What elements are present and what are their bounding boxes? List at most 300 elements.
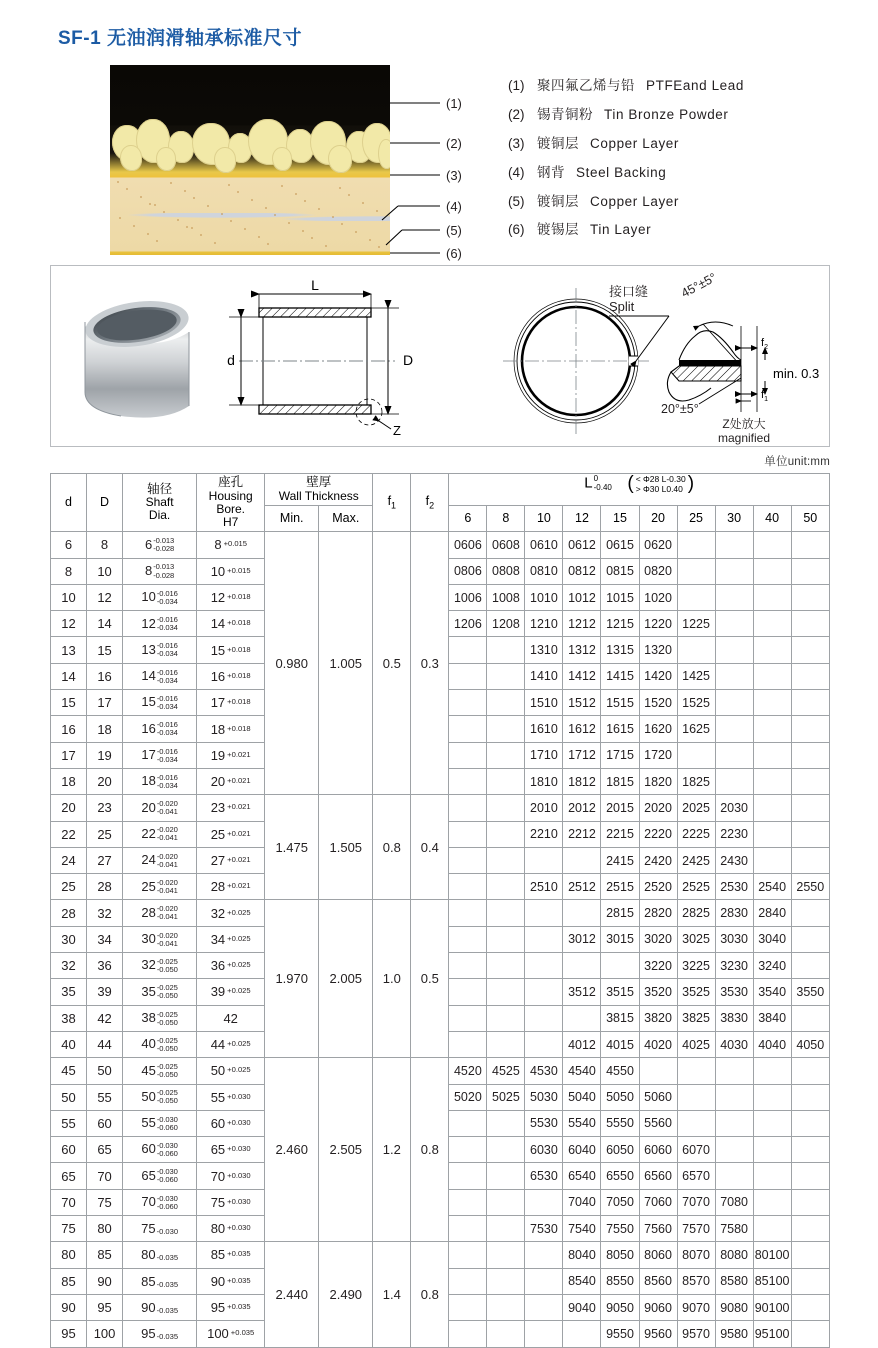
shaft-tolerance: -0.030 -0.060	[156, 1140, 178, 1159]
cell-part-number	[677, 584, 715, 610]
bore-tolerance: +0.018	[227, 644, 251, 654]
cell-part-number: 2210	[525, 821, 563, 847]
bore-tolerance: +0.015	[227, 565, 251, 575]
cell-housing-bore	[197, 1110, 265, 1136]
legend-row	[508, 195, 744, 209]
bore-tolerance: +0.018	[227, 670, 251, 680]
cell-f2: 0.5	[411, 900, 449, 1058]
cell-part-number	[753, 1189, 791, 1215]
shaft-nominal: 25	[141, 878, 156, 894]
bore-tolerance: +0.035	[227, 1249, 251, 1259]
shaft-nominal: 70	[141, 1194, 156, 1210]
cell-part-number	[753, 1058, 791, 1084]
cell-part-number	[715, 532, 753, 558]
cell-inner-diameter: 18	[51, 768, 87, 794]
shaft-tolerance: -0.030 -0.060	[156, 1114, 178, 1132]
cell-part-number	[715, 1084, 753, 1110]
cell-inner-diameter: 45	[51, 1058, 87, 1084]
bore-tolerance: +0.030	[227, 1196, 251, 1206]
shaft-nominal: 14	[141, 668, 156, 684]
shaft-nominal: 15	[141, 694, 156, 710]
shaft-nominal: 50	[141, 1088, 156, 1104]
cell-f2: 0.8	[411, 1058, 449, 1242]
legend-index: (6)	[508, 222, 525, 238]
cell-part-number: 1510	[525, 690, 563, 716]
cell-part-number	[677, 558, 715, 584]
cell-part-number	[449, 821, 487, 847]
L-note-line2: > Φ30 L0.40	[635, 484, 683, 495]
cell-part-number	[791, 1058, 829, 1084]
shaft-tolerance: -0.016 -0.034	[156, 772, 178, 790]
cell-part-number	[487, 1137, 525, 1163]
cell-part-number: 1310	[525, 637, 563, 663]
cell-outer-diameter: 75	[87, 1189, 123, 1215]
cell-part-number	[449, 1216, 487, 1242]
cell-part-number	[639, 1058, 677, 1084]
shaft-tolerance: -0.030 -0.060	[156, 1167, 178, 1185]
cell-part-number	[791, 1242, 829, 1268]
cell-part-number	[525, 1189, 563, 1215]
cell-part-number	[525, 1031, 563, 1057]
cell-part-number: 80100	[753, 1242, 791, 1268]
col-header-housing-en3: H7	[223, 514, 239, 529]
cell-part-number	[449, 953, 487, 979]
bore-tolerance: +0.030	[227, 1144, 251, 1154]
micrograph-callout-2: (2)	[446, 136, 462, 151]
cell-inner-diameter: 65	[51, 1163, 87, 1189]
cell-part-number: 0620	[639, 532, 677, 558]
cell-outer-diameter: 16	[87, 663, 123, 689]
cell-part-number	[715, 663, 753, 689]
bore-tolerance: +0.030	[227, 1091, 251, 1101]
cell-part-number: 0806	[449, 558, 487, 584]
bore-tolerance: +0.025	[227, 907, 251, 917]
cell-part-number	[487, 1242, 525, 1268]
cell-housing-bore	[197, 558, 265, 584]
cell-part-number: 2520	[639, 874, 677, 900]
bore-tolerance: +0.021	[227, 749, 251, 759]
cell-part-number: 5060	[639, 1084, 677, 1110]
cell-shaft-dia	[123, 847, 197, 873]
cell-part-number: 2510	[525, 874, 563, 900]
cell-housing-bore	[197, 900, 265, 926]
cell-wall-min: 2.440	[265, 1242, 319, 1347]
cell-part-number	[449, 1268, 487, 1294]
cell-part-number: 4012	[563, 1031, 601, 1057]
cell-part-number: 2525	[677, 874, 715, 900]
cell-part-number	[487, 795, 525, 821]
table-body	[51, 532, 830, 1347]
cell-part-number: 1215	[601, 611, 639, 637]
shaft-tolerance: -0.035	[156, 1253, 179, 1263]
shaft-tolerance: -0.020 -0.041	[156, 851, 178, 869]
bore-nominal: 44	[210, 1037, 226, 1053]
cell-part-number: 3020	[639, 926, 677, 952]
cell-part-number	[791, 611, 829, 637]
cell-part-number: 6070	[677, 1137, 715, 1163]
cell-part-number	[487, 900, 525, 926]
cell-part-number: 0808	[487, 558, 525, 584]
cell-part-number: 1625	[677, 716, 715, 742]
cell-part-number: 1320	[639, 637, 677, 663]
cell-part-number: 5025	[487, 1084, 525, 1110]
cell-part-number	[791, 1005, 829, 1031]
cell-wall-max: 1.005	[319, 532, 373, 795]
cell-part-number: 1420	[639, 663, 677, 689]
cell-part-number	[753, 716, 791, 742]
cell-wall-max: 1.505	[319, 795, 373, 900]
cell-inner-diameter: 20	[51, 795, 87, 821]
cell-outer-diameter: 65	[87, 1137, 123, 1163]
cell-housing-bore	[197, 953, 265, 979]
cell-part-number: 2230	[715, 821, 753, 847]
cell-shaft-dia	[123, 1031, 197, 1057]
cell-shaft-dia	[123, 926, 197, 952]
cell-part-number: 6050	[601, 1137, 639, 1163]
col-header-L-40: 40	[753, 506, 791, 532]
cell-part-number	[753, 847, 791, 873]
cell-part-number: 1010	[525, 584, 563, 610]
cell-part-number	[791, 847, 829, 873]
cell-part-number: 1620	[639, 716, 677, 742]
cell-part-number: 7070	[677, 1189, 715, 1215]
cell-shaft-dia	[123, 795, 197, 821]
L-symbol	[584, 475, 612, 492]
dim-label-Z: Z	[393, 423, 401, 438]
cell-outer-diameter: 10	[87, 558, 123, 584]
cell-shaft-dia	[123, 690, 197, 716]
cell-part-number: 9580	[715, 1321, 753, 1347]
cell-part-number	[487, 1268, 525, 1294]
cell-inner-diameter: 85	[51, 1268, 87, 1294]
legend-index: (3)	[508, 135, 525, 151]
shaft-tolerance: -0.016 -0.034	[156, 746, 178, 764]
cell-part-number	[487, 874, 525, 900]
cell-inner-diameter: 10	[51, 584, 87, 610]
micrograph-callout-5: (5)	[446, 223, 462, 238]
cell-shaft-dia	[123, 1163, 197, 1189]
cell-part-number: 1015	[601, 584, 639, 610]
specification-table-wrap	[50, 473, 830, 1348]
cell-part-number	[449, 1005, 487, 1031]
bore-nominal: 50	[210, 1063, 226, 1079]
L-tol-upper: 0	[593, 474, 599, 484]
specification-table	[50, 473, 830, 1348]
cell-part-number	[563, 1005, 601, 1031]
col-header-f2-sub: 2	[429, 500, 435, 511]
cell-part-number: 1415	[601, 663, 639, 689]
bore-tolerance: +0.018	[227, 618, 251, 628]
cell-part-number	[449, 926, 487, 952]
cell-shaft-dia	[123, 611, 197, 637]
split-label-cn: 接口缝	[609, 284, 649, 299]
shaft-nominal: 40	[141, 1036, 156, 1052]
cell-part-number	[487, 979, 525, 1005]
cell-inner-diameter: 50	[51, 1084, 87, 1110]
cell-outer-diameter: 27	[87, 847, 123, 873]
cell-part-number: 6550	[601, 1163, 639, 1189]
cell-housing-bore	[197, 1216, 265, 1242]
bore-nominal: 15	[210, 642, 226, 658]
cell-part-number	[753, 611, 791, 637]
L-letter: L	[584, 474, 593, 492]
cell-part-number: 1610	[525, 716, 563, 742]
cell-part-number: 2020	[639, 795, 677, 821]
cell-part-number: 8580	[715, 1268, 753, 1294]
cell-part-number	[753, 690, 791, 716]
cell-inner-diameter: 35	[51, 979, 87, 1005]
cell-part-number	[449, 1242, 487, 1268]
cell-part-number	[525, 1294, 563, 1320]
cell-inner-diameter: 28	[51, 900, 87, 926]
shaft-nominal: 28	[141, 904, 156, 920]
cell-part-number: 4540	[563, 1058, 601, 1084]
cell-part-number: 85100	[753, 1268, 791, 1294]
cell-part-number: 1412	[563, 663, 601, 689]
cell-shaft-dia	[123, 1058, 197, 1084]
shaft-tolerance: -0.035	[156, 1279, 179, 1289]
cell-part-number: 3815	[601, 1005, 639, 1031]
cell-part-number	[677, 1058, 715, 1084]
cell-part-number	[791, 637, 829, 663]
cell-part-number: 2015	[601, 795, 639, 821]
cell-part-number	[753, 1084, 791, 1110]
cell-housing-bore	[197, 532, 265, 558]
bore-tolerance: +0.035	[227, 1302, 251, 1312]
cell-part-number	[449, 690, 487, 716]
bore-nominal: 100	[207, 1326, 229, 1342]
cell-part-number	[677, 1084, 715, 1110]
legend-index: (5)	[508, 193, 525, 209]
cell-housing-bore	[197, 1031, 265, 1057]
cell-inner-diameter: 24	[51, 847, 87, 873]
shaft-tolerance: -0.030 -0.060	[156, 1193, 178, 1211]
split-label	[609, 285, 648, 314]
cell-part-number	[753, 1163, 791, 1189]
cell-part-number: 4520	[449, 1058, 487, 1084]
cell-inner-diameter: 90	[51, 1294, 87, 1320]
cell-part-number: 1615	[601, 716, 639, 742]
bore-tolerance: +0.030	[227, 1170, 251, 1180]
table-row	[51, 1058, 830, 1084]
cell-part-number	[487, 1163, 525, 1189]
cell-shaft-dia	[123, 584, 197, 610]
cell-part-number: 6060	[639, 1137, 677, 1163]
cell-f2: 0.8	[411, 1242, 449, 1347]
cell-housing-bore	[197, 795, 265, 821]
cell-part-number	[791, 1321, 829, 1347]
cell-part-number: 2515	[601, 874, 639, 900]
bore-tolerance: +0.025	[227, 1039, 251, 1049]
cell-part-number: 1815	[601, 768, 639, 794]
cell-housing-bore	[197, 637, 265, 663]
cell-part-number: 7560	[639, 1216, 677, 1242]
cell-part-number: 8070	[677, 1242, 715, 1268]
cell-outer-diameter: 95	[87, 1294, 123, 1320]
cell-inner-diameter: 55	[51, 1110, 87, 1136]
cell-inner-diameter: 95	[51, 1321, 87, 1347]
cell-part-number: 3840	[753, 1005, 791, 1031]
cell-part-number	[487, 1294, 525, 1320]
cell-outer-diameter: 23	[87, 795, 123, 821]
cell-part-number: 3512	[563, 979, 601, 1005]
shaft-tolerance: -0.016 -0.034	[156, 720, 178, 738]
cell-part-number: 1410	[525, 663, 563, 689]
cell-part-number: 0615	[601, 532, 639, 558]
cell-wall-min: 1.475	[265, 795, 319, 900]
cell-part-number: 1820	[639, 768, 677, 794]
cell-part-number: 6040	[563, 1137, 601, 1163]
shaft-nominal: 35	[141, 983, 156, 999]
bore-tolerance: +0.025	[227, 960, 251, 970]
shaft-tolerance: -0.020 -0.041	[156, 825, 178, 843]
cell-shaft-dia	[123, 979, 197, 1005]
cell-part-number	[525, 926, 563, 952]
bore-nominal: 28	[210, 879, 226, 895]
cell-part-number: 5540	[563, 1110, 601, 1136]
cell-part-number: 2840	[753, 900, 791, 926]
dim-label-L: L	[311, 277, 319, 293]
cell-part-number: 1612	[563, 716, 601, 742]
cell-part-number: 3515	[601, 979, 639, 1005]
cell-part-number: 8060	[639, 1242, 677, 1268]
cell-outer-diameter: 14	[87, 611, 123, 637]
cell-shaft-dia	[123, 1321, 197, 1347]
cell-part-number	[487, 821, 525, 847]
cell-part-number: 3240	[753, 953, 791, 979]
cell-part-number	[677, 637, 715, 663]
cell-shaft-dia	[123, 768, 197, 794]
cell-part-number	[715, 637, 753, 663]
cell-part-number: 6540	[563, 1163, 601, 1189]
micrograph-callout-1: (1)	[446, 96, 462, 111]
cell-shaft-dia	[123, 558, 197, 584]
cell-part-number	[715, 1137, 753, 1163]
cell-part-number: 0610	[525, 532, 563, 558]
cell-inner-diameter: 30	[51, 926, 87, 952]
shaft-nominal: 13	[141, 641, 156, 657]
cell-outer-diameter: 50	[87, 1058, 123, 1084]
cell-shaft-dia	[123, 742, 197, 768]
bore-nominal: 36	[210, 958, 226, 974]
col-header-L-12: 12	[563, 506, 601, 532]
cell-housing-bore	[197, 716, 265, 742]
cell-part-number	[487, 716, 525, 742]
shaft-tolerance: -0.025 -0.050	[156, 1062, 178, 1080]
col-header-housing-cn: 座孔	[218, 475, 244, 490]
cell-housing-bore	[197, 584, 265, 610]
cell-part-number	[449, 900, 487, 926]
col-header-L-15: 15	[601, 506, 639, 532]
cell-part-number: 8570	[677, 1268, 715, 1294]
cell-part-number: 2212	[563, 821, 601, 847]
dim-label-f2: $f_2$	[761, 337, 768, 351]
bore-nominal: 14	[210, 616, 226, 632]
cell-inner-diameter: 38	[51, 1005, 87, 1031]
cell-shaft-dia	[123, 1005, 197, 1031]
cell-shaft-dia	[123, 1084, 197, 1110]
col-header-L-25: 25	[677, 506, 715, 532]
cell-part-number	[791, 1110, 829, 1136]
cell-part-number: 5050	[601, 1084, 639, 1110]
shaft-tolerance: -0.025 -0.050	[156, 1035, 178, 1053]
cell-part-number	[487, 1005, 525, 1031]
cell-part-number	[753, 637, 791, 663]
bore-tolerance: +0.021	[227, 776, 251, 786]
shaft-nominal: 18	[141, 773, 156, 789]
bore-tolerance: +0.018	[227, 723, 251, 733]
bore-nominal: 19	[210, 747, 226, 763]
dim-label-d: d	[227, 352, 235, 368]
legend-label-en: Tin Layer	[590, 222, 652, 238]
cell-part-number: 9570	[677, 1321, 715, 1347]
cell-part-number	[791, 1163, 829, 1189]
cell-part-number	[449, 1163, 487, 1189]
cell-part-number	[791, 900, 829, 926]
cell-housing-bore	[197, 1294, 265, 1320]
cell-part-number	[715, 742, 753, 768]
cell-part-number: 7530	[525, 1216, 563, 1242]
cell-part-number	[563, 1321, 601, 1347]
cell-part-number	[563, 847, 601, 873]
cell-part-number	[753, 795, 791, 821]
angle-45-label: 45°±5°	[679, 270, 719, 301]
cell-part-number	[487, 926, 525, 952]
cell-part-number: 2420	[639, 847, 677, 873]
cell-housing-bore	[197, 874, 265, 900]
cell-housing-bore	[197, 1242, 265, 1268]
cell-part-number: 2430	[715, 847, 753, 873]
cell-part-number	[449, 663, 487, 689]
cell-part-number	[791, 1084, 829, 1110]
cell-part-number	[449, 874, 487, 900]
cell-part-number: 1315	[601, 637, 639, 663]
cell-part-number	[487, 768, 525, 794]
cell-outer-diameter: 70	[87, 1163, 123, 1189]
cell-part-number	[715, 1058, 753, 1084]
page-title: SF-1 无油润滑轴承标准尺寸	[58, 28, 302, 49]
cell-part-number: 4550	[601, 1058, 639, 1084]
cell-part-number	[487, 1216, 525, 1242]
cell-part-number	[525, 900, 563, 926]
cell-wall-min: 2.460	[265, 1058, 319, 1242]
bore-nominal: 8	[214, 537, 222, 553]
cell-part-number: 2550	[791, 874, 829, 900]
cell-part-number: 1712	[563, 742, 601, 768]
shaft-nominal: 30	[141, 931, 156, 947]
cell-part-number: 2830	[715, 900, 753, 926]
cell-part-number	[791, 1189, 829, 1215]
cell-part-number: 8080	[715, 1242, 753, 1268]
cell-part-number: 5550	[601, 1110, 639, 1136]
cell-outer-diameter: 28	[87, 874, 123, 900]
cell-shaft-dia	[123, 1294, 197, 1320]
cell-part-number: 5030	[525, 1084, 563, 1110]
legend-label-en: Copper Layer	[590, 193, 679, 209]
bore-nominal: 32	[210, 905, 226, 921]
cell-part-number	[753, 532, 791, 558]
cell-part-number: 4525	[487, 1058, 525, 1084]
cell-part-number: 6030	[525, 1137, 563, 1163]
cell-shaft-dia	[123, 1216, 197, 1242]
cell-part-number: 1812	[563, 768, 601, 794]
cell-part-number: 9070	[677, 1294, 715, 1320]
cell-part-number	[715, 584, 753, 610]
cell-housing-bore	[197, 1321, 265, 1347]
legend-label-en: Steel Backing	[576, 164, 667, 180]
angle-20-label: 20°±5°	[661, 402, 699, 416]
cell-part-number: 7050	[601, 1189, 639, 1215]
